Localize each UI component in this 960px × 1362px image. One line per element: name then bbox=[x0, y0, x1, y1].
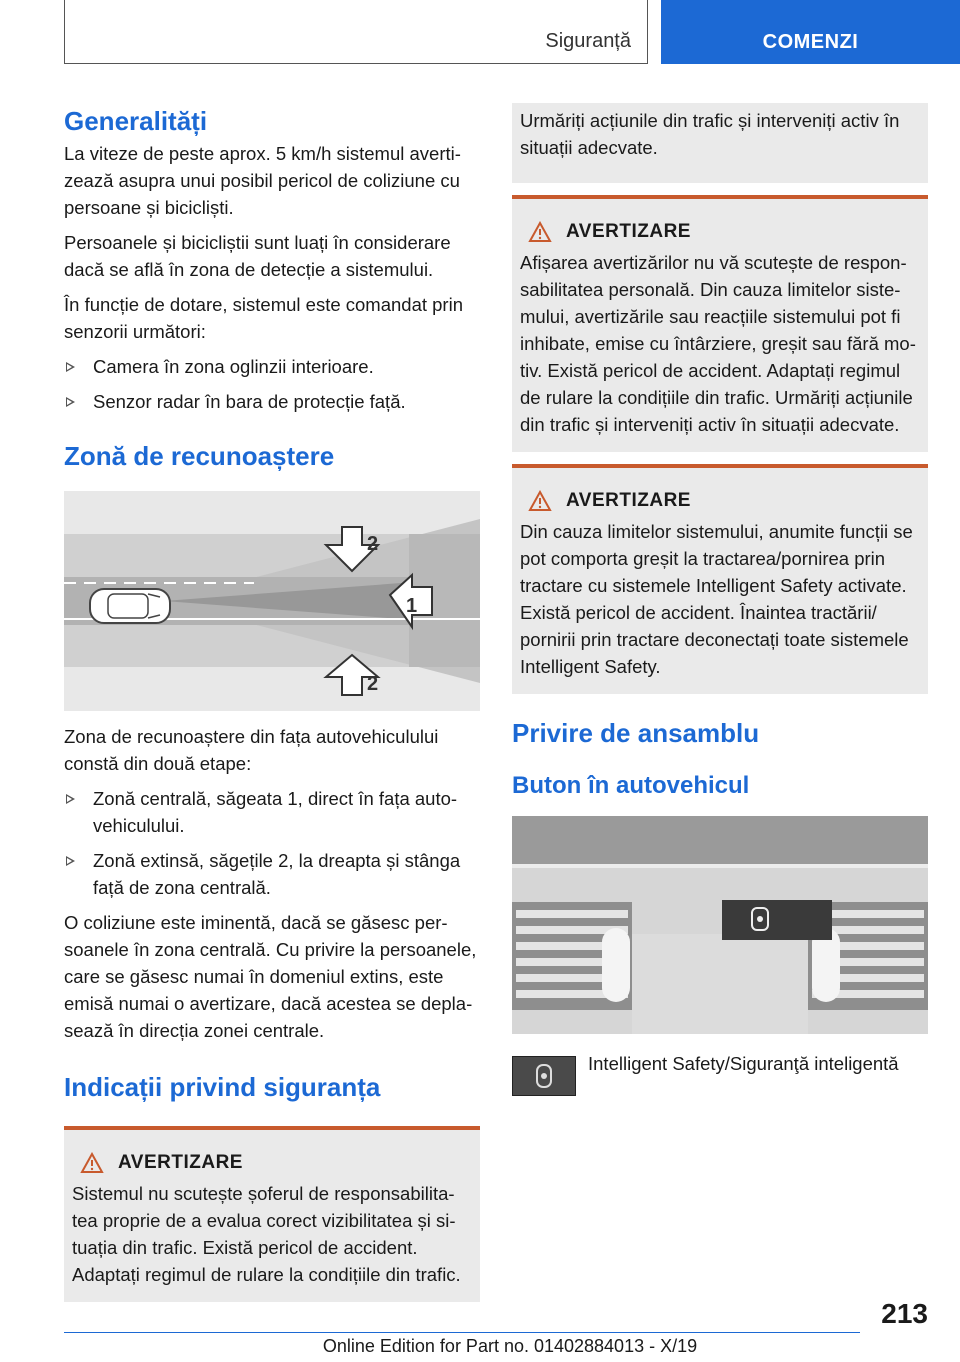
car-shield-icon bbox=[532, 1062, 556, 1090]
bullet-triangle-icon bbox=[66, 794, 75, 804]
left-column bbox=[64, 100, 480, 1302]
chapter-tab[interactable] bbox=[661, 0, 960, 64]
warning-box-1 bbox=[64, 1126, 480, 1302]
edition-text: Online Edition for Part no. 01402884013 - X/19 bbox=[322, 1336, 698, 1356]
general-paragraph-3: În funcție de dotare, sistemul este comandat prin senzorii următori: bbox=[64, 294, 463, 342]
heading-general: Generalități bbox=[64, 106, 208, 136]
warning-box-2 bbox=[512, 195, 928, 452]
intelligent-safety-button-icon[interactable] bbox=[512, 1056, 576, 1096]
button-caption: Intelligent Safety/Siguranţă inteligentă bbox=[588, 1053, 899, 1074]
warning-title-1: AVERTIZARE bbox=[118, 1152, 243, 1173]
vehicle-icon bbox=[90, 589, 170, 623]
detection-zone-diagram bbox=[64, 491, 480, 711]
button-legend bbox=[512, 1053, 928, 1096]
bullet-triangle-icon bbox=[66, 856, 75, 866]
arrow-label-1: 1 bbox=[406, 595, 418, 617]
bullet-triangle-icon bbox=[66, 362, 75, 372]
left-air-vent bbox=[512, 902, 632, 1010]
warning-text-2: Afișarea avertizărilor nu vă scutește de respon-sabilitatea personală. Din cauza limitelor siste-mului, avertizările sau reacțiile sistemului pot fi inhibate, emise cu întârziere, greșit sau fără mo-tiv. Există pericol de accident. Adaptați regimul de rulare la condițiile din trafic. Urmăriți acțiunile din trafic și interveniți activ în situații adecvate. bbox=[520, 252, 916, 435]
heading-detection-zone: Zonă de recunoaștere bbox=[64, 441, 335, 471]
sensor-item-camera: Camera în zona oglinzii interioare. bbox=[64, 353, 480, 380]
bullet-triangle-icon bbox=[66, 397, 75, 407]
chapter-label: COMENZI bbox=[762, 31, 859, 53]
warning-title-3: AVERTIZARE bbox=[566, 490, 691, 511]
detection-zone-figure bbox=[64, 491, 480, 711]
footer-divider bbox=[64, 1332, 860, 1333]
warning-triangle-icon bbox=[528, 221, 552, 243]
intelligent-safety-button[interactable] bbox=[722, 900, 832, 940]
heading-button-in-vehicle: Buton în autovehicul bbox=[512, 772, 750, 799]
warning-box-3 bbox=[512, 464, 928, 694]
warning-text-3: Din cauza limitelor sistemului, anumite funcții se pot comporta greșit la tractarea/pornirea prin tractare cu sistemele Intelligent Safety activate. Există pericol de accident. Înaintea tractării/ pornirii prin tractare deconectați toate sistemele Intelligent Safety. bbox=[520, 521, 913, 677]
section-title: Siguranță bbox=[545, 30, 631, 52]
arrow-label-2-top: 2 bbox=[367, 533, 379, 555]
right-column bbox=[512, 103, 928, 1096]
warning-triangle-icon bbox=[80, 1152, 104, 1174]
warning-continuation bbox=[512, 103, 928, 183]
continuation-text: Urmăriți acțiunile din trafic și interveniți activ în situații adecvate. bbox=[520, 110, 900, 158]
heading-safety-notes: Indicații privind siguranța bbox=[64, 1072, 381, 1102]
general-paragraph-2: Persoanele și bicicliștii sunt luați în considerare dacă se află în zona de detecție a sistemului. bbox=[64, 232, 451, 280]
dashboard-button-illustration bbox=[512, 816, 928, 1034]
page-number: 213 bbox=[881, 1298, 928, 1329]
heading-overview: Privire de ansamblu bbox=[512, 718, 760, 748]
header-frame bbox=[64, 0, 648, 64]
warning-title-2: AVERTIZARE bbox=[566, 221, 691, 242]
collision-paragraph: O coliziune este iminentă, dacă se găsesc per-soanele în zona centrală. Cu privire la persoanele, care se găsesc numai în domeniul extins, este emisă numai o avertizare, dacă acestea se depla-sează în direcția zonei centrale. bbox=[64, 912, 477, 1041]
sensor-item-radar: Senzor radar în bara de protecție față. bbox=[64, 388, 480, 415]
zone-item-central: Zonă centrală, săgeata 1, direct în fața auto-vehiculului. bbox=[64, 785, 480, 839]
arrow-label-2-bottom: 2 bbox=[367, 673, 379, 695]
zone-item-extended: Zonă extinsă, săgețile 2, la dreapta și stânga față de zona centrală. bbox=[64, 847, 480, 901]
general-paragraph-1: La viteze de peste aprox. 5 km/h sistemul averti-zează asupra unui posibil pericol de coliziune cu persoane și bicicliști. bbox=[64, 143, 461, 218]
zone-paragraph: Zona de recunoaștere din fața autovehiculului constă din două etape: bbox=[64, 726, 439, 774]
button-photo bbox=[512, 816, 928, 1034]
warning-triangle-icon bbox=[528, 490, 552, 512]
warning-text-1: Sistemul nu scutește șoferul de responsabilita-tea proprie de a evalua corect vizibilitatea și si-tuația din trafic. Există pericol de accident. Adaptați regimul de rulare la condițiile din trafic. bbox=[72, 1183, 461, 1285]
